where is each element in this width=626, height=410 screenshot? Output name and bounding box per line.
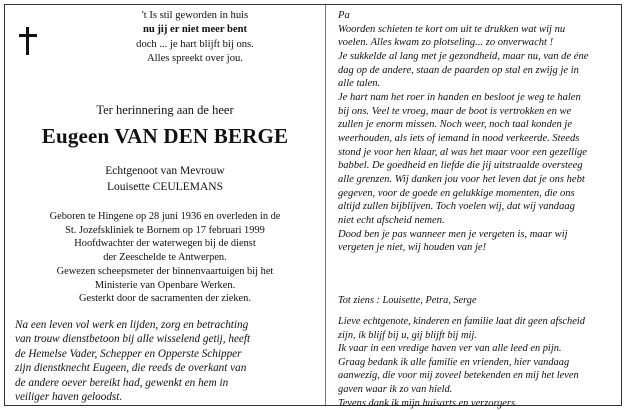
- thanks-line: Ik vaar in een vredige haven ver van alle leed en pijn.: [338, 343, 562, 355]
- spouse-name: Louisette CEULEMANS: [107, 181, 223, 193]
- bio-line: Geboren te Hingene op 28 juni 1936 en overleden in de: [49, 211, 281, 222]
- left-panel: [5, 5, 325, 405]
- signoff: Tot ziens : Louisette, Petra, Serge: [338, 295, 477, 306]
- poem-line: Alles spreekt over jou.: [147, 52, 243, 64]
- letter-text: [338, 9, 620, 255]
- deceased-name: Eugeen VAN DEN BERGE: [41, 124, 289, 148]
- thanks-line: aanwezig, die voor mij zoveel betekenden en mij het leven: [338, 370, 579, 382]
- closing-text: [15, 318, 319, 404]
- letter-line: Pa: [338, 10, 350, 21]
- letter-line: niet echt afscheid nemen.: [338, 214, 445, 226]
- thanks-line: gaven waar ik zo van hield.: [338, 383, 453, 395]
- letter-line: stond je voor hen klaar, al was het maar voor een gezellige: [338, 146, 587, 158]
- letter-line: dag op de andere, staan de paarden op stal en zwijg je in: [338, 64, 579, 76]
- closing-line: zijn dienstknecht Eugeen, die reeds de overkant van: [15, 362, 247, 375]
- letter-line: Dood ben je pas wanneer men je vergeten is, maar wij: [338, 228, 568, 240]
- letter-line: Woorden schieten te kort om uit te drukken wat wij nu: [338, 23, 566, 35]
- spouse-info: [5, 163, 325, 195]
- letter-line: vergeten je niet, wij houden van je!: [338, 242, 487, 254]
- bio-line: Gewezen scheepsmeter der binnenvaartuigen bij het: [56, 265, 274, 277]
- poem-line: nu jij er niet meer bent: [142, 24, 248, 36]
- bio-line: Ministerie van Openbare Werken.: [94, 279, 236, 291]
- letter-line: Je hart nam het roer in handen en besloot je weg te halen: [338, 91, 581, 103]
- closing-line: veiliger haven geloodst.: [15, 391, 123, 404]
- bio-line: der Zeeschelde te Antwerpen.: [103, 252, 227, 264]
- bio-line: Gesterkt door de sacramenten der zieken.: [79, 293, 251, 305]
- poem: [95, 9, 295, 66]
- memorial-card: [4, 4, 622, 409]
- remembrance-heading: Ter herinnering aan de heer: [96, 103, 234, 117]
- bio-line: Hoofdwachter der waterwegen bij de dienst: [74, 238, 256, 250]
- biography: [15, 210, 315, 306]
- letter-line: weerhouden, als iets of iemand in nood verkeerde. Steeds: [338, 132, 580, 144]
- poem-line: doch ... je hart blijft bij ons.: [136, 38, 254, 50]
- thanks-line: Lieve echtgenote, kinderen en familie laat dit geen afscheid: [338, 316, 585, 327]
- bio-line: St. Jozefskliniek te Bornem op 17 februari 1999: [65, 224, 265, 236]
- thanks-text: [338, 315, 620, 410]
- letter-line: Je sukkelde al lang met je gezondheid, maar nu, van de éne: [338, 50, 589, 62]
- letter-line: gegeven, voor de goede en gelukkige momenten, die ons: [338, 187, 575, 199]
- letter-line: zullen je enorm missen. Noch weer, noch taal konden je: [338, 119, 573, 131]
- letter-line: bij ons. Veel te vroeg, maar de boot is vertrokken en we: [338, 105, 572, 117]
- letter-line: altijd zullen bijblijven. Toch voelen wij, dat wij vandaag: [338, 201, 575, 213]
- spouse-line: Echtgenoot van Mevrouw: [105, 165, 225, 177]
- thanks-line: Graag bedank ik alle familie en vrienden, hier vandaag: [338, 356, 570, 368]
- letter-line: alle talen.: [338, 78, 381, 90]
- closing-line: de Hemelse Vader, Schepper en Opperste Schipper: [15, 347, 242, 360]
- thanks-line: zijn, ik blijf bij u, gij blijft bij mij.: [338, 329, 477, 341]
- cross-icon: [19, 27, 37, 55]
- poem-line: 't Is stil geworden in huis: [141, 10, 249, 21]
- closing-line: van trouw dienstbetoon bij alle wisselend getij, heeft: [15, 333, 251, 346]
- thanks-line: Tevens dank ik mijn huisarts en verzorgers.: [338, 397, 518, 409]
- right-panel: [326, 5, 623, 409]
- closing-line: de andere oever bereikt had, gewenkt en hem in: [15, 376, 229, 389]
- closing-line: Na een leven vol werk en lijden, zorg en betrachting: [15, 319, 249, 331]
- letter-line: alle grenzen. Wij danken jou voor het leven dat je ons hebt: [338, 173, 585, 185]
- letter-line: voelen. Alles kwam zo plotseling... zo onverwacht !: [338, 37, 554, 49]
- letter-line: babbel. De goedheid en liefde die jij uitstraalde oversteeg: [338, 160, 583, 172]
